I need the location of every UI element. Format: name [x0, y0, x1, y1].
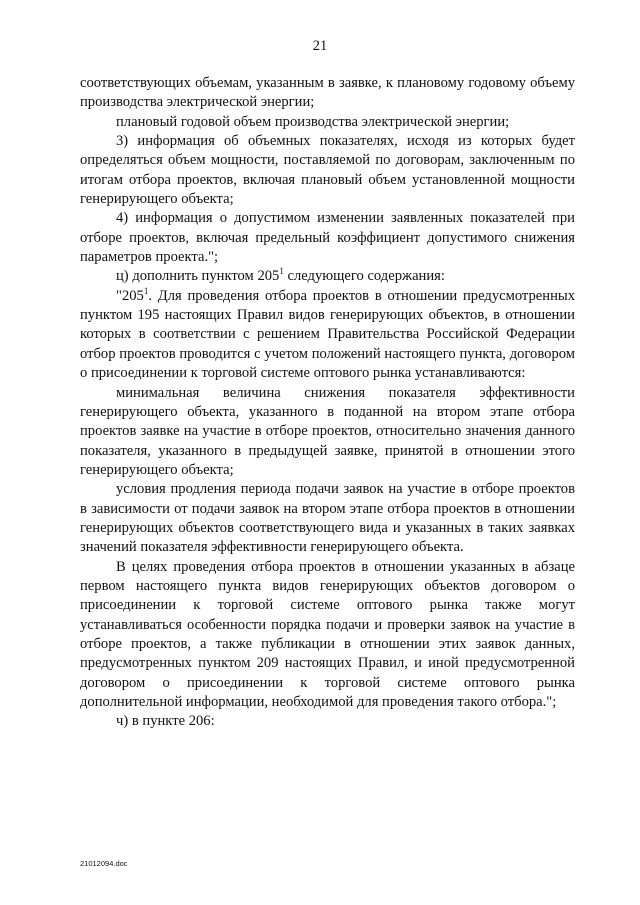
page-number: 21 — [312, 38, 328, 54]
paragraph-text-post: . Для проведения отбора проектов в отношении предусмотренных пунктом 195 настоящих Правил видов генерирующих объектов, в отношении которых в соответствии с решением Правительства Российской Федерации отбор проектов проводится с учетом положений настоящего пункта, договором о присоединении к торговой системе оптового рынка устанавливаются: — [80, 287, 575, 382]
paragraph-add-point — [80, 267, 575, 286]
paragraph-text-pre: ц) дополнить пунктом 205 — [116, 268, 280, 285]
paragraph: В целях проведения отбора проектов в отношении указанных в абзаце первом настоящего пункта видов генерирующих объектов договором о присоединении к торговой системе оптового рынка также могут устанавливаться особенности порядка подачи и проверки заявок на участие в отборе проектов, а также публикации в отношении этих заявок данных, предусмотренных пунктом 209 настоящих Правил, и иной предусмотренной договором о присоединении к торговой системе оптового рынка дополнительной информации, необходимой для проведения такого отбора."; — [80, 558, 575, 710]
superscript: 1 — [143, 285, 149, 296]
paragraph: 3) информация об объемных показателях, исходя из которых будет определяться объем мощности, поставляемой по договорам, заключенным по итогам отбора проектов, включая плановый объем установленной мощности генерирующего объекта; — [80, 133, 575, 208]
document-body — [80, 74, 575, 732]
paragraph: соответствующих объемам, указанным в заявке, к плановому годовому объему производства электрической энергии; — [80, 75, 575, 111]
superscript: 1 — [279, 266, 284, 277]
paragraph: условия продления периода подачи заявок на участие в отборе проектов в зависимости от подачи заявок на втором этапе отбора проектов в отношении генерирующих объектов соответствующего вида и указанных в таких заявках значений показателя эффективности генерирующего объекта. — [80, 481, 575, 556]
paragraph: 4) информация о допустимом изменении заявленных показателей при отборе проектов, включая предельный коэффициент допустимого снижения параметров проекта."; — [80, 210, 575, 266]
footer-filename: 21012094.doc — [80, 859, 128, 868]
paragraph-point-205-1 — [80, 287, 575, 384]
paragraph-text-pre: "205 — [116, 287, 144, 304]
paragraph: ч) в пункте 206: — [116, 713, 215, 730]
paragraph-text-post: следующего содержания: — [283, 268, 445, 285]
paragraph: минимальная величина снижения показателя эффективности генерирующего объекта, указанного в поданной на втором этапе отбора проектов заявке на участие в отборе проектов, относительно значения данного показателя, указанного в предыдущей заявке, принятой в отношении этого генерирующего объекта; — [80, 384, 575, 478]
paragraph: плановый годовой объем производства электрической энергии; — [116, 113, 510, 130]
